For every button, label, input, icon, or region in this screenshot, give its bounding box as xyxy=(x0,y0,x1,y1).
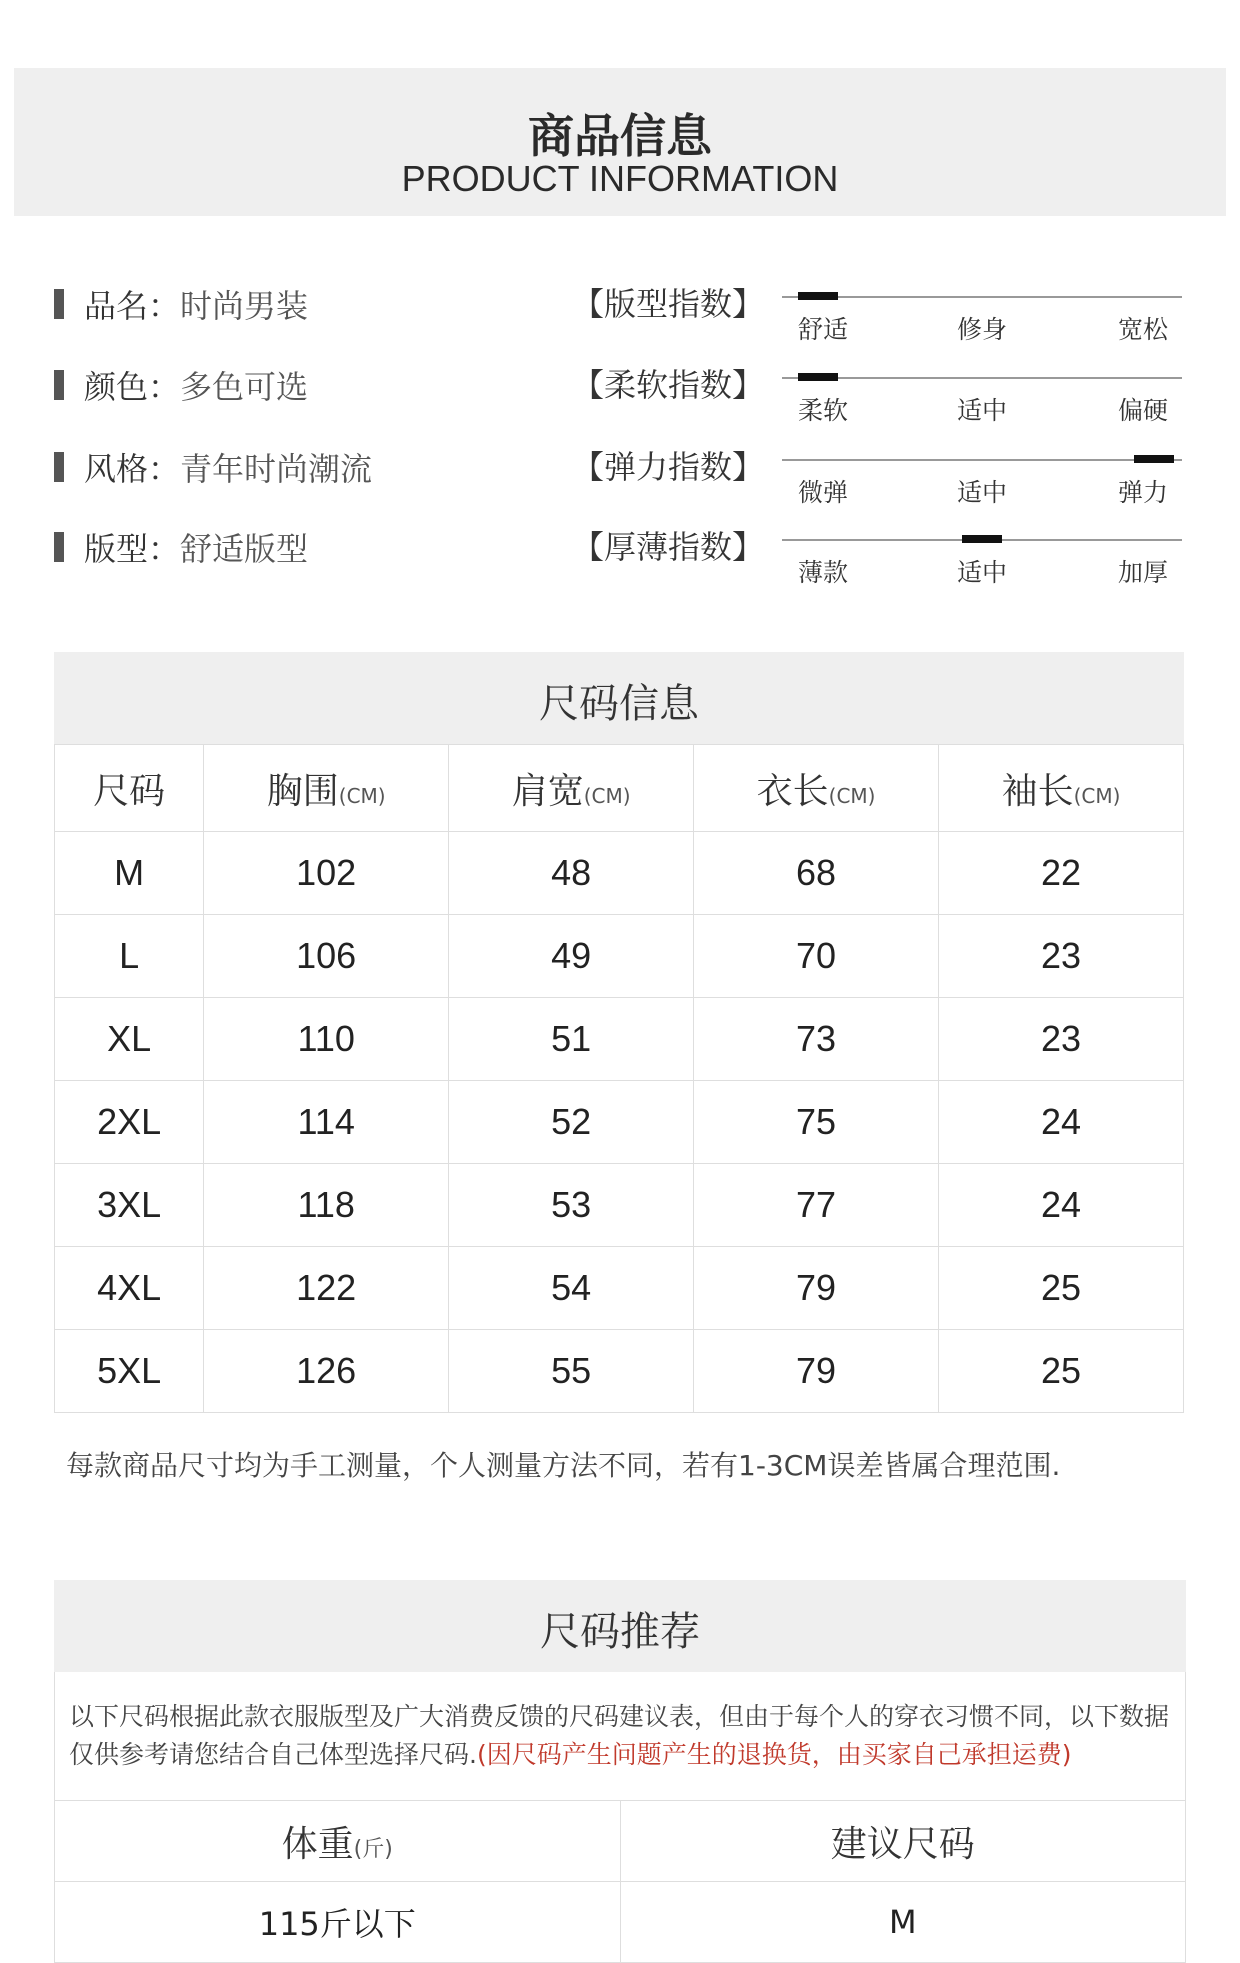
header-title: 商品信息 xyxy=(528,109,712,163)
attribute-fit xyxy=(54,525,308,569)
table-cell: 75 xyxy=(694,1081,939,1164)
column-header xyxy=(55,1801,621,1882)
index-track-fit xyxy=(782,296,1182,360)
size-recommendation-title: 尺码推荐 xyxy=(540,1609,700,1655)
index-tick: 适中 xyxy=(956,558,1007,587)
attribute-label: 版型： xyxy=(84,530,181,568)
recommendation-text: 以下尺码根据此款衣服版型及广大消费反馈的尺码建议表，但由于每个人的穿衣习惯不同，以下数据仅供参考请您结合自己体型选择尺码. xyxy=(69,1702,1170,1769)
recommendation-description-box xyxy=(54,1672,1186,1801)
index-scale-line xyxy=(782,459,1182,461)
table-cell: L xyxy=(55,915,204,998)
table-row xyxy=(55,915,1184,998)
index-scale-line xyxy=(782,296,1182,298)
table-row xyxy=(55,1330,1184,1413)
size-note: 每款商品尺寸均为手工测量，个人测量方法不同，若有1-3CM误差皆属合理范围. xyxy=(66,1449,1061,1482)
table-row xyxy=(55,1164,1184,1247)
index-tick: 加厚 xyxy=(1117,558,1168,587)
table-cell: 48 xyxy=(449,832,694,915)
index-tick: 薄款 xyxy=(797,558,848,587)
table-cell: 55 xyxy=(449,1330,694,1413)
table-row xyxy=(55,1247,1184,1330)
table-cell: M xyxy=(620,1882,1186,1963)
attribute-label: 颜色： xyxy=(84,368,181,406)
column-header-unit: (CM) xyxy=(583,783,631,808)
index-marker xyxy=(798,292,838,300)
column-header-name: 袖长 xyxy=(1001,770,1074,812)
attribute-value: 多色可选 xyxy=(180,368,309,406)
table-cell: 115斤以下 xyxy=(55,1882,621,1963)
table-cell: 79 xyxy=(694,1330,939,1413)
table-cell: 25 xyxy=(939,1247,1184,1330)
column-header-unit: (CM) xyxy=(828,783,876,808)
index-marker xyxy=(962,535,1002,543)
table-row xyxy=(55,998,1184,1081)
table-cell: 52 xyxy=(449,1081,694,1164)
table-row xyxy=(55,832,1184,915)
column-header-unit: (CM) xyxy=(1073,783,1121,808)
table-cell: 23 xyxy=(939,998,1184,1081)
index-tick: 舒适 xyxy=(797,315,848,344)
index-track-softness xyxy=(782,377,1182,441)
table-cell: 126 xyxy=(204,1330,449,1413)
table-cell: 24 xyxy=(939,1164,1184,1247)
index-tick: 偏硬 xyxy=(1117,396,1168,425)
table-cell: 73 xyxy=(694,998,939,1081)
size-recommendation-header xyxy=(54,1580,1186,1672)
attribute-value: 时尚男装 xyxy=(180,287,309,325)
table-cell: 53 xyxy=(449,1164,694,1247)
column-header-name: 尺码 xyxy=(93,770,166,812)
attribute-bullet xyxy=(54,452,64,482)
recommendation-header-row xyxy=(55,1801,1186,1882)
column-header xyxy=(204,745,449,832)
index-label-elasticity: 【弹力指数】 xyxy=(572,448,765,486)
recommendation-warning: (因尺码产生问题产生的退换货，由买家自己承担运费) xyxy=(476,1740,1072,1769)
index-label-softness: 【柔软指数】 xyxy=(572,366,765,404)
column-header xyxy=(939,745,1184,832)
attribute-style xyxy=(54,445,372,489)
column-header-name: 衣长 xyxy=(756,770,829,812)
index-marker xyxy=(798,373,838,381)
table-cell: 24 xyxy=(939,1081,1184,1164)
index-track-elasticity xyxy=(782,459,1182,523)
attribute-label: 风格： xyxy=(84,450,181,488)
table-cell: 23 xyxy=(939,915,1184,998)
product-info-header xyxy=(14,68,1226,216)
table-cell: 70 xyxy=(694,915,939,998)
index-tick: 修身 xyxy=(956,315,1007,344)
index-tick: 适中 xyxy=(956,478,1007,507)
index-marker xyxy=(1134,455,1174,463)
index-tick: 宽松 xyxy=(1117,315,1168,344)
size-info-title: 尺码信息 xyxy=(539,681,699,727)
column-header-name: 胸围 xyxy=(266,770,339,812)
attribute-value: 青年时尚潮流 xyxy=(180,450,373,488)
size-table xyxy=(54,744,1184,1413)
table-cell: M xyxy=(55,832,204,915)
column-header-unit: (斤) xyxy=(353,1836,393,1862)
table-cell: 4XL xyxy=(55,1247,204,1330)
table-cell: 51 xyxy=(449,998,694,1081)
table-cell: 122 xyxy=(204,1247,449,1330)
table-cell: 25 xyxy=(939,1330,1184,1413)
attribute-bullet xyxy=(54,370,64,400)
table-cell: 2XL xyxy=(55,1081,204,1164)
column-header xyxy=(620,1801,1186,1882)
table-row xyxy=(55,1081,1184,1164)
table-cell: 110 xyxy=(204,998,449,1081)
index-scale-line xyxy=(782,377,1182,379)
size-table-header-row xyxy=(55,745,1184,832)
table-cell: XL xyxy=(55,998,204,1081)
table-cell: 118 xyxy=(204,1164,449,1247)
table-cell: 102 xyxy=(204,832,449,915)
column-header-name: 肩宽 xyxy=(511,770,584,812)
column-header-name: 建议尺码 xyxy=(830,1823,975,1865)
attribute-color xyxy=(54,363,308,407)
index-label-thickness: 【厚薄指数】 xyxy=(572,528,765,566)
index-tick: 微弹 xyxy=(797,478,848,507)
attribute-name xyxy=(54,282,308,326)
attribute-value: 舒适版型 xyxy=(180,530,309,568)
table-cell: 3XL xyxy=(55,1164,204,1247)
table-cell: 5XL xyxy=(55,1330,204,1413)
table-row xyxy=(55,1882,1186,1963)
column-header xyxy=(694,745,939,832)
column-header xyxy=(449,745,694,832)
size-info-header xyxy=(54,652,1184,744)
table-cell: 49 xyxy=(449,915,694,998)
recommendation-table xyxy=(54,1800,1186,1963)
attribute-bullet xyxy=(54,532,64,562)
attribute-bullet xyxy=(54,289,64,319)
index-label-fit: 【版型指数】 xyxy=(572,285,765,323)
index-tick: 适中 xyxy=(956,396,1007,425)
header-subtitle: PRODUCT INFORMATION xyxy=(401,158,839,199)
column-header xyxy=(55,745,204,832)
table-cell: 77 xyxy=(694,1164,939,1247)
column-header-name: 体重 xyxy=(281,1823,354,1865)
attribute-label: 品名： xyxy=(84,287,181,325)
index-tick: 弹力 xyxy=(1117,478,1168,507)
table-cell: 22 xyxy=(939,832,1184,915)
table-cell: 79 xyxy=(694,1247,939,1330)
table-cell: 54 xyxy=(449,1247,694,1330)
table-cell: 106 xyxy=(204,915,449,998)
index-tick: 柔软 xyxy=(797,396,848,425)
table-cell: 68 xyxy=(694,832,939,915)
table-cell: 114 xyxy=(204,1081,449,1164)
index-track-thickness xyxy=(782,539,1182,603)
column-header-unit: (CM) xyxy=(338,783,386,808)
recommendation-description xyxy=(69,1698,1179,1774)
